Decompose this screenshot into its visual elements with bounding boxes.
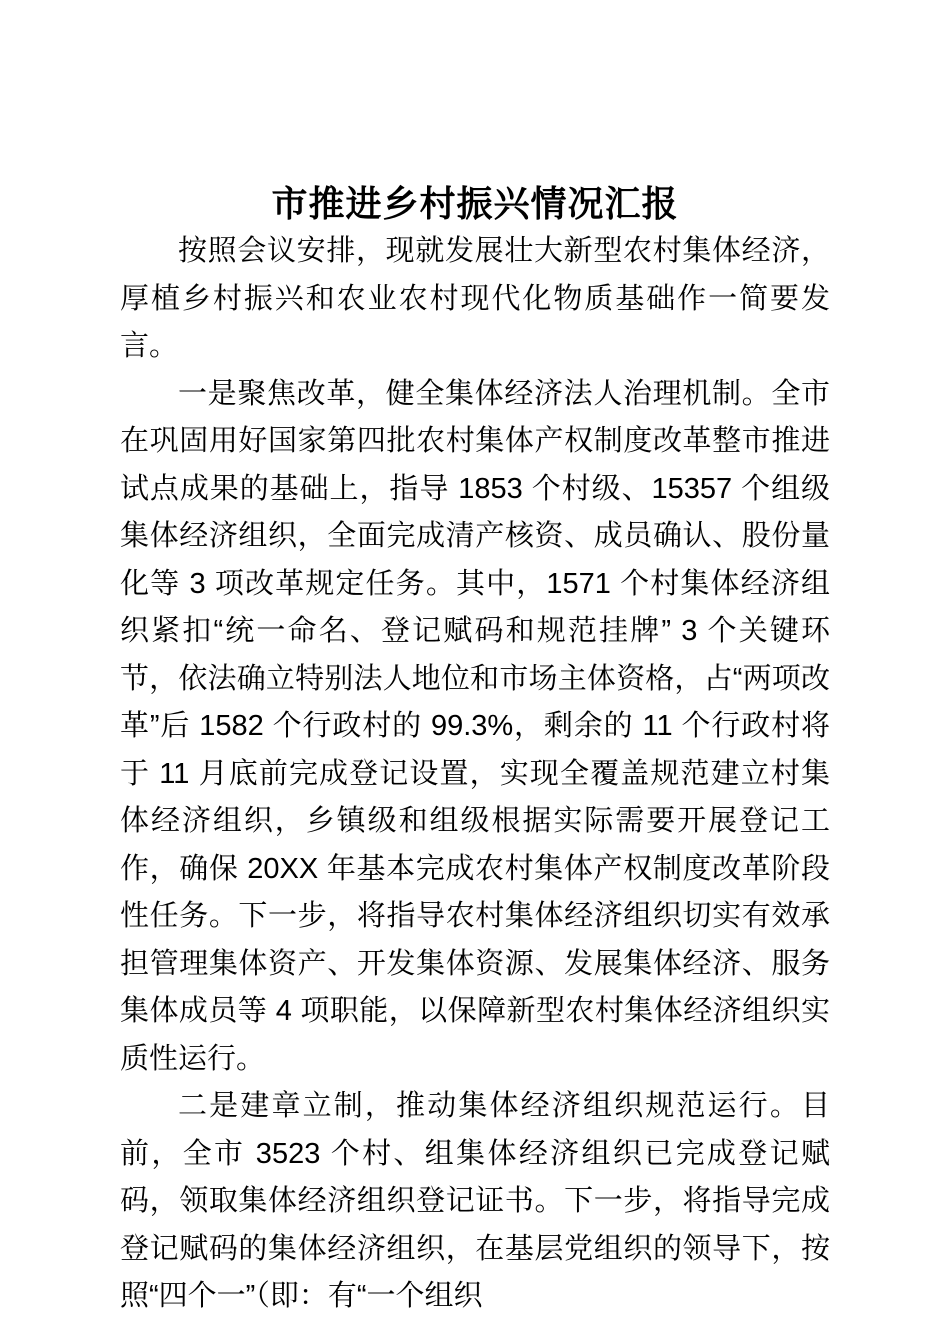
paragraph-intro: 按照会议安排，现就发展壮大新型农村集体经济，厚植乡村振兴和农业农村现代化物质基础作一简要发言。 bbox=[120, 235, 830, 362]
document-body bbox=[120, 228, 830, 1321]
paragraph-section-two: 二是建章立制，推动集体经济组织规范运行。目前，全市 3523 个村、组集体经济组织已完成登记赋码，领取集体经济组织登记证书。下一步，将指导完成登记赋码的集体经济组织，在基层党组织的领导下，按照“四个一”（即：有“一个组织 bbox=[120, 1090, 830, 1312]
paragraph-section-one: 一是聚焦改革，健全集体经济法人治理机制。全市在巩固用好国家第四批农村集体产权制度改革整市推进试点成果的基础上，指导 1853 个村级、15357 个组级集体经济组织，全面完成清产核资、成员确认、股份量化等 3 项改革规定任务。其中，1571 个村集体经济组织紧扣“统一命名、登记赋码和规范挂牌” 3 个关键环节，依法确立特别法人地位和市场主体资格，占“两项改革”后 1582 个行政村的 99.3%，剩余的 11 个行政村将于 11 月底前完成登记设置，实现全覆盖规范建立村集体经济组织，乡镇级和组级根据实际需要开展登记工作，确保 20XX 年基本完成农村集体产权制度改革阶段性任务。下一步，将指导农村集体经济组织切实有效承担管理集体资产、开发集体资源、发展集体经济、服务集体成员等 4 项职能，以保障新型农村集体经济组织实质性运行。 bbox=[120, 377, 830, 1075]
document-title: 市推进乡村振兴情况汇报 bbox=[271, 183, 679, 224]
